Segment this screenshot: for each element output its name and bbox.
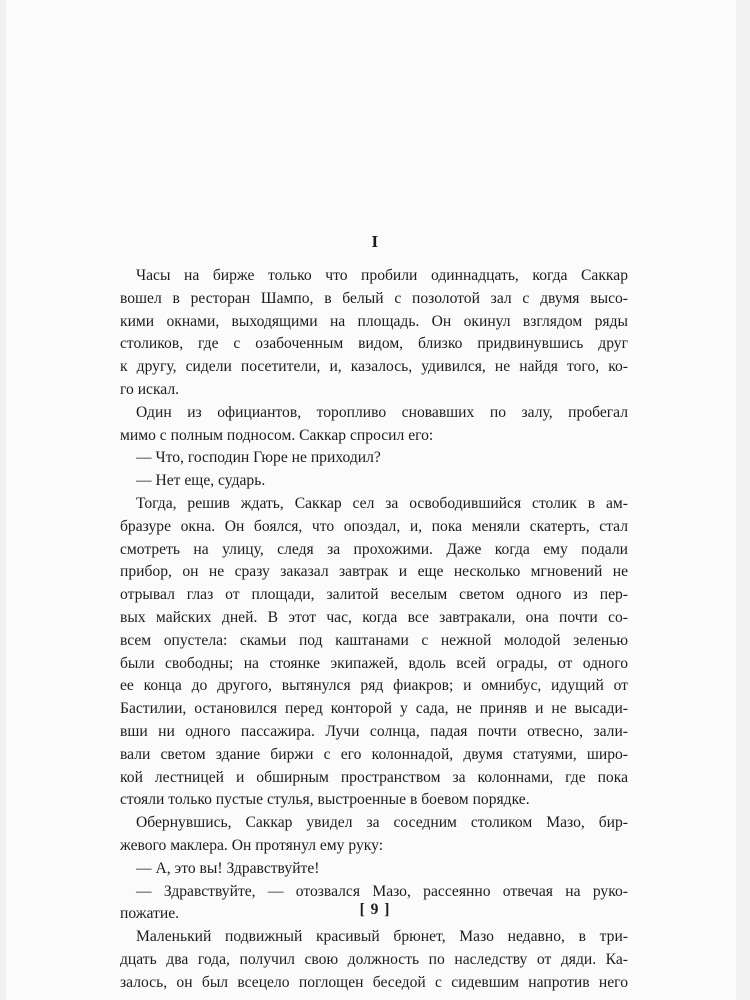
text-line: — Здравствуйте, — отозвался Мазо, рассеянно отвечая на руко- <box>136 882 628 900</box>
text-line: дцать два года, получил свою должность по наследству от дяди. Ка- <box>120 950 628 968</box>
text-line: — Нет еще, сударь. <box>136 472 266 490</box>
text-line: залось, он был всецело поглощен беседой с сидевшим напротив него <box>120 973 628 991</box>
text-line: вошел в ресторан Шампо, в белый с позолотой зал с двумя высо- <box>120 289 628 307</box>
text-line: вши ни одного пассажира. Лучи солнца, падая почти отвесно, зали- <box>120 722 628 740</box>
text-line: — Что, господин Гюре не приходил? <box>136 449 381 467</box>
text-line: го искал. <box>120 380 180 398</box>
text-line: к другу, сидели посетители, и, казалось, удивился, не найдя того, ко- <box>120 358 628 376</box>
text-line: стояли только пустые стулья, выстроенные в боевом порядке. <box>120 791 530 809</box>
text-line: прибор, он не сразу заказал завтрак и еще несколько мгновений не <box>120 563 628 581</box>
text-line: смотреть на улицу, следя за прохожими. Даже когда ему подали <box>120 540 628 558</box>
text-line: отрывал глаз от площади, залитой веселым светом одного из пер- <box>120 586 628 604</box>
text-line: вали светом здание биржи с его колоннадой, двумя статуями, широ- <box>120 745 628 763</box>
body-text <box>120 265 628 995</box>
text-line: Бастилии, остановился перед конторой у сада, не приняв и не высади- <box>120 700 628 718</box>
text-line: Часы на бирже только что пробили одиннадцать, когда Саккар <box>136 267 628 284</box>
text-line: ее конца до другого, вытянулся ряд фиакров; и омнибус, идущий от <box>120 677 628 695</box>
text-line: всем опустела: скамьи под каштанами с нежной молодой зеленью <box>120 631 628 649</box>
chapter-title: I <box>371 232 379 251</box>
text-line: были свободны; на стоянке экипажей, вдоль всей ограды, от одного <box>120 654 628 672</box>
text-line: Маленький подвижный красивый брюнет, Мазо недавно, в три- <box>136 928 628 946</box>
text-line: мимо с полным подносом. Саккар спросил его: <box>120 426 434 444</box>
text-line: жевого маклера. Он протянул ему руку: <box>120 836 384 854</box>
text-line: бразуре окна. Он боялся, что опоздал, и, пока меняли скатерть, стал <box>120 517 628 535</box>
text-line: Один из официантов, торопливо сновавших по залу, пробегал <box>136 403 628 421</box>
text-line: — А, это вы! Здравствуйте! <box>136 859 320 877</box>
text-line: Тогда, решив ждать, Саккар сел за освободившийся столик в ам- <box>136 494 628 512</box>
text-line: пожатие. <box>120 905 180 923</box>
text-line: столиков, где с озабоченным видом, близко придвинувшись друг <box>120 335 628 353</box>
page-number: [ 9 ] <box>359 901 391 918</box>
text-line: Обернувшись, Саккар увидел за соседним столиком Мазо, бир- <box>136 814 628 832</box>
text-line: кой лестницей и обширным пространством за колоннами, где пока <box>120 768 628 786</box>
text-line: кими окнами, выходящими на площадь. Он окинул взглядом ряды <box>120 312 628 330</box>
text-line: вых майских дней. В этот час, когда все завтракали, она почти со- <box>120 608 628 626</box>
